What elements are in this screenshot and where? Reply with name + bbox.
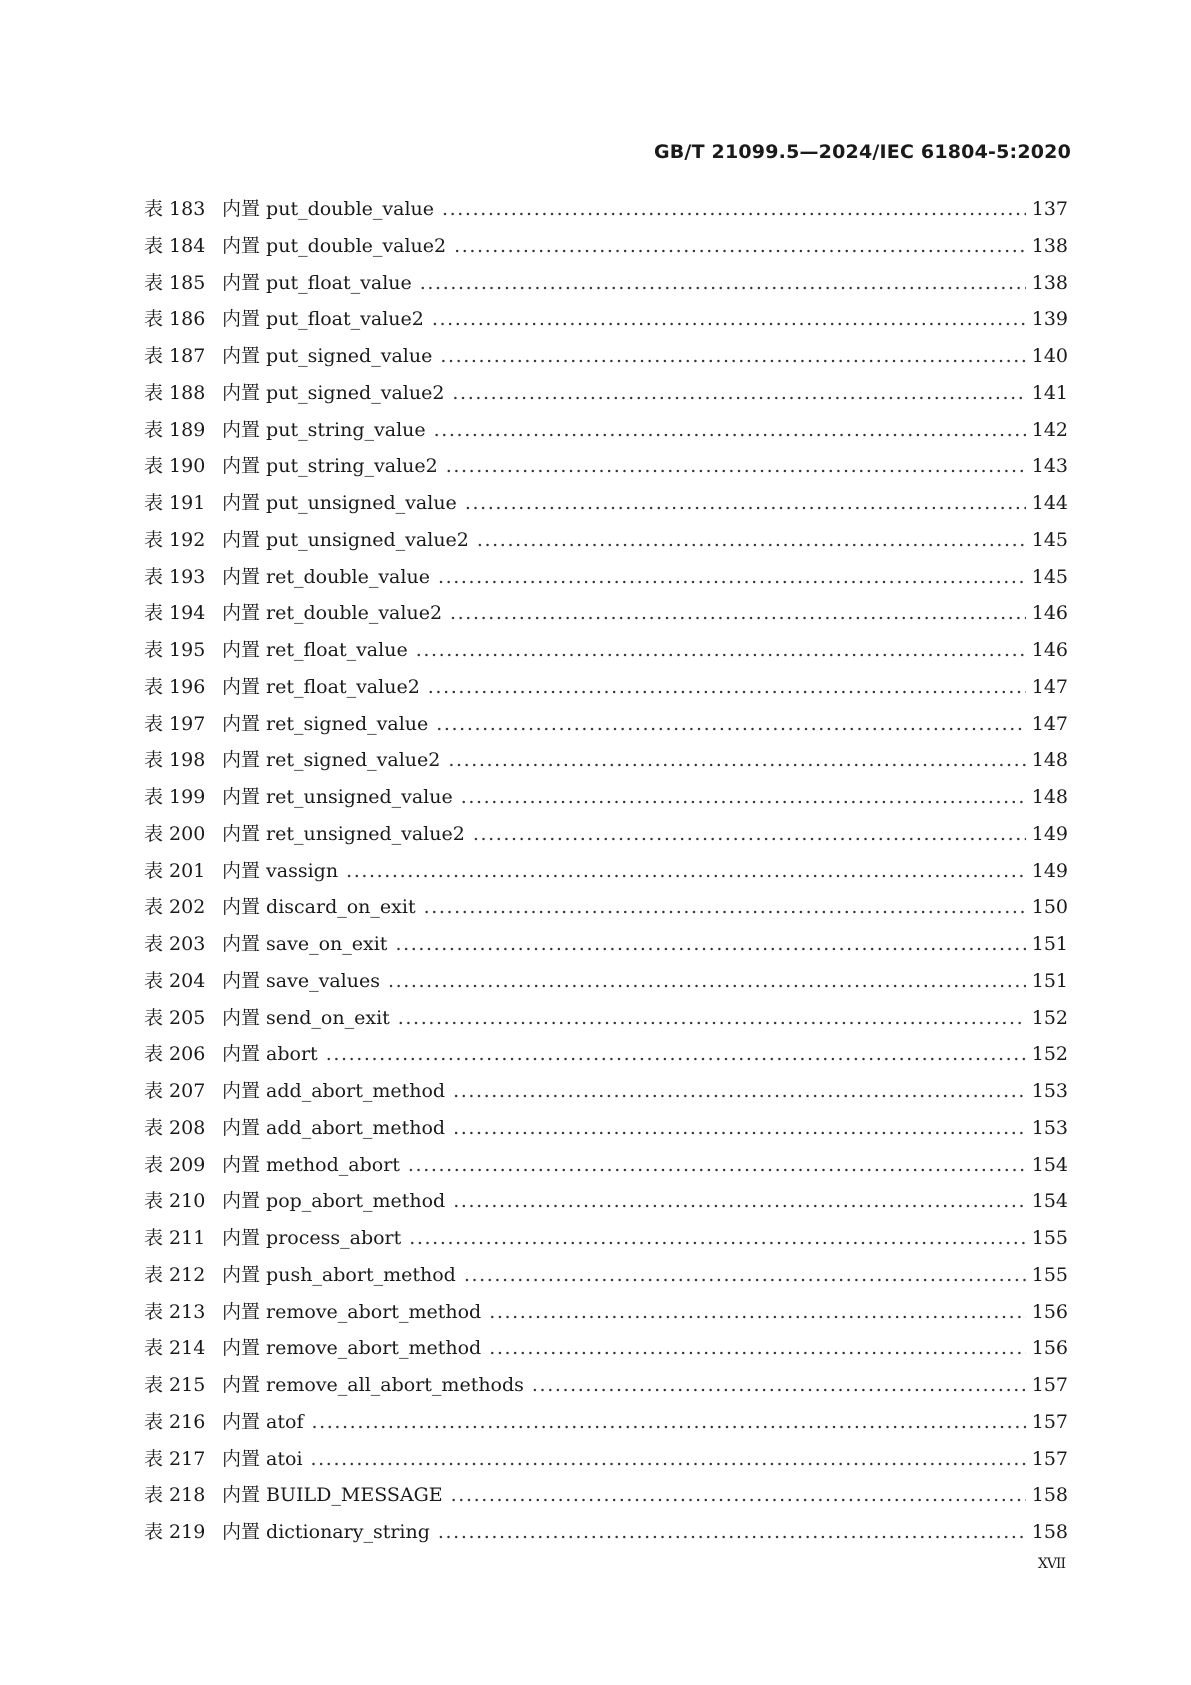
toc-entry-title: 内置 method_abort (222, 1153, 400, 1176)
toc-entry-table-number: 表 200 (144, 822, 206, 845)
toc-entry[interactable] (144, 1039, 1068, 1076)
dot-leader (438, 566, 1026, 588)
toc-entry-table-number: 表 198 (144, 749, 206, 772)
toc-entry-page-number: 157 (1031, 1374, 1068, 1396)
toc-entry[interactable] (144, 1076, 1068, 1113)
dot-leader (438, 1521, 1026, 1543)
toc-entry-table-number: 表 197 (144, 712, 206, 735)
toc-entry-page-number: 151 (1031, 969, 1068, 992)
toc-entry-page-number: 141 (1031, 381, 1068, 404)
toc-entry-page-number: 148 (1031, 749, 1068, 772)
toc-entry-title: 内置 add_abort_method (222, 1080, 446, 1102)
toc-entry-title: 内置 ret_unsigned_value2 (222, 822, 465, 845)
toc-entry-title: 内置 save_on_exit (222, 933, 388, 955)
dot-leader (408, 1154, 1026, 1176)
toc-entry[interactable] (144, 892, 1068, 929)
toc-entry-page-number: 144 (1031, 492, 1068, 514)
toc-entry[interactable] (144, 378, 1068, 415)
toc-entry[interactable] (144, 856, 1068, 893)
dot-leader (454, 235, 1026, 257)
toc-entry-title: 内置 vassign (222, 859, 339, 882)
toc-entry[interactable] (144, 709, 1068, 746)
toc-entry[interactable] (144, 1333, 1068, 1370)
dot-leader (489, 1337, 1026, 1359)
toc-entry-title: 内置 remove_abort_method (222, 1337, 482, 1360)
toc-entry[interactable] (144, 1113, 1068, 1150)
toc-entry-title: 内置 ret_double_value (222, 565, 430, 588)
toc-entry-table-number: 表 214 (144, 1337, 206, 1360)
toc-entry-page-number: 156 (1031, 1337, 1068, 1360)
toc-entry[interactable] (144, 1517, 1068, 1554)
toc-entry[interactable] (144, 1223, 1068, 1260)
toc-entry[interactable] (144, 1480, 1068, 1517)
dot-leader (436, 713, 1025, 735)
toc-entry-title: 内置 BUILD_MESSAGE (222, 1484, 443, 1507)
toc-entry[interactable] (144, 488, 1068, 525)
toc-entry-title: 内置 put_signed_value (222, 345, 433, 367)
toc-entry[interactable] (144, 782, 1068, 819)
dot-leader (450, 602, 1026, 624)
toc-entry-table-number: 表 195 (144, 639, 206, 661)
toc-entry-title: 内置 pop_abort_method (222, 1190, 446, 1213)
toc-entry-title: 内置 put_double_value2 (222, 234, 447, 257)
toc-entry-title: 内置 atof (222, 1410, 304, 1433)
dot-leader (432, 308, 1026, 330)
toc-entry-title: 内置 ret_float_value (222, 639, 408, 661)
toc-entry-table-number: 表 210 (144, 1190, 206, 1213)
toc-entry-table-number: 表 202 (144, 896, 206, 919)
toc-entry-table-number: 表 189 (144, 418, 206, 441)
toc-entry-table-number: 表 185 (144, 271, 206, 294)
dot-leader (416, 639, 1026, 661)
toc-entry-page-number: 151 (1031, 933, 1068, 955)
toc-entry-page-number: 140 (1031, 345, 1068, 367)
dot-leader (532, 1374, 1026, 1396)
dot-leader (420, 272, 1026, 294)
toc-entry-table-number: 表 206 (144, 1043, 206, 1066)
toc-entry[interactable] (144, 672, 1068, 709)
toc-entry-table-number: 表 218 (144, 1484, 206, 1507)
toc-entry[interactable] (144, 562, 1068, 599)
toc-entry-table-number: 表 191 (144, 492, 206, 514)
toc-entry[interactable] (144, 304, 1068, 341)
toc-entry-page-number: 142 (1031, 418, 1068, 441)
dot-leader (428, 676, 1026, 698)
toc-entry-title: 内置 put_float_value (222, 271, 412, 294)
dot-leader (388, 970, 1026, 992)
toc-entry-page-number: 146 (1031, 602, 1068, 625)
toc-entry-title: 内置 ret_unsigned_value (222, 786, 453, 808)
toc-entry-title: 内置 ret_float_value2 (222, 675, 420, 698)
toc-entry[interactable] (144, 745, 1068, 782)
dot-leader (452, 382, 1025, 404)
dot-leader (489, 1301, 1026, 1323)
toc-entry-title: 内置 put_string_value (222, 418, 426, 441)
dot-leader (311, 1411, 1025, 1433)
toc-entry-page-number: 146 (1031, 639, 1068, 661)
document-standard-header: GB/T 21099.5—2024/IEC 61804-5:2020 (653, 141, 1071, 163)
toc-entry-table-number: 表 213 (144, 1300, 206, 1323)
toc-entry[interactable] (144, 819, 1068, 856)
toc-entry-title: 内置 put_double_value (222, 198, 435, 220)
toc-entry-table-number: 表 216 (144, 1410, 206, 1433)
toc-entry-page-number: 149 (1031, 822, 1068, 845)
toc-entry[interactable] (144, 451, 1068, 488)
toc-entry-page-number: 156 (1031, 1300, 1068, 1323)
toc-entry-table-number: 表 211 (144, 1227, 206, 1249)
toc-entry-page-number: 147 (1031, 675, 1068, 698)
toc-entry-table-number: 表 186 (144, 308, 206, 331)
toc-entry-table-number: 表 183 (144, 198, 206, 220)
toc-entry-title: 内置 process_abort (222, 1227, 402, 1249)
toc-entry[interactable] (144, 194, 1068, 231)
toc-entry[interactable] (144, 598, 1068, 635)
toc-entry-table-number: 表 208 (144, 1116, 206, 1139)
toc-entry-table-number: 表 201 (144, 859, 206, 882)
toc-entry[interactable] (144, 1003, 1068, 1040)
toc-entry[interactable] (144, 341, 1068, 378)
toc-entry[interactable] (144, 1407, 1068, 1444)
toc-entry-table-number: 表 203 (144, 933, 206, 955)
toc-entry[interactable] (144, 1186, 1068, 1223)
toc-entry-title: 内置 push_abort_method (222, 1263, 456, 1286)
toc-entry-table-number: 表 217 (144, 1447, 206, 1470)
dot-leader (326, 1043, 1026, 1065)
toc-entry[interactable] (144, 1370, 1068, 1407)
toc-entry-page-number: 145 (1031, 565, 1068, 588)
dot-leader (453, 1080, 1026, 1102)
dot-leader (451, 1484, 1026, 1506)
toc-entry-table-number: 表 219 (144, 1521, 206, 1543)
toc-entry[interactable] (144, 231, 1068, 268)
toc-entry-title: 内置 ret_signed_value2 (222, 749, 441, 772)
dot-leader (440, 345, 1025, 367)
page-number-footer: XVII (1037, 1556, 1065, 1572)
toc-entry-table-number: 表 209 (144, 1153, 206, 1176)
toc-entry-table-number: 表 187 (144, 345, 206, 367)
toc-entry-page-number: 155 (1031, 1227, 1068, 1249)
toc-entry[interactable] (144, 268, 1068, 305)
toc-entry-page-number: 145 (1031, 528, 1068, 551)
toc-entry-table-number: 表 184 (144, 234, 206, 257)
toc-entry-page-number: 154 (1031, 1153, 1068, 1176)
toc-entry[interactable] (144, 1297, 1068, 1334)
dot-leader (448, 749, 1025, 771)
toc-entry-page-number: 153 (1031, 1080, 1068, 1102)
toc-entry-title: 内置 dictionary_string (222, 1521, 430, 1543)
toc-entry-table-number: 表 204 (144, 969, 206, 992)
toc-entry-title: 内置 put_string_value2 (222, 455, 438, 478)
toc-entry-title: 内置 ret_signed_value (222, 712, 429, 735)
toc-entry[interactable] (144, 1150, 1068, 1187)
toc-entry-page-number: 138 (1031, 271, 1068, 294)
dot-leader (442, 198, 1026, 220)
toc-entry-table-number: 表 193 (144, 565, 206, 588)
toc-entry-title: 内置 abort (222, 1043, 318, 1066)
toc-entry-table-number: 表 188 (144, 381, 206, 404)
toc-entry-title: 内置 save_values (222, 969, 380, 992)
toc-entry-table-number: 表 212 (144, 1263, 206, 1286)
dot-leader (453, 1190, 1026, 1212)
toc-entry-table-number: 表 194 (144, 602, 206, 625)
toc-entry-table-number: 表 205 (144, 1006, 206, 1029)
toc-entry-page-number: 149 (1031, 859, 1068, 882)
toc-entry-page-number: 155 (1031, 1263, 1068, 1286)
toc-entry[interactable] (144, 929, 1068, 966)
toc-entry-page-number: 152 (1031, 1043, 1068, 1066)
dot-leader (434, 419, 1026, 441)
toc-entry-title: 内置 remove_abort_method (222, 1300, 482, 1323)
toc-entry-title: 内置 ret_double_value2 (222, 602, 443, 625)
toc-entry-page-number: 157 (1031, 1447, 1068, 1470)
toc-entry[interactable] (144, 966, 1068, 1003)
toc-entry-page-number: 137 (1031, 198, 1068, 220)
toc-entry-table-number: 表 190 (144, 455, 206, 478)
dot-leader (346, 860, 1026, 882)
dot-leader (395, 933, 1025, 955)
dot-leader (398, 1007, 1026, 1029)
dot-leader (446, 455, 1026, 477)
toc-entry-page-number: 139 (1031, 308, 1068, 331)
table-of-contents-list (144, 194, 1068, 1554)
dot-leader (477, 529, 1026, 551)
toc-entry-page-number: 143 (1031, 455, 1068, 478)
toc-entry-table-number: 表 199 (144, 786, 206, 808)
toc-entry[interactable] (144, 1444, 1068, 1481)
toc-entry-page-number: 150 (1031, 896, 1068, 919)
toc-entry-page-number: 154 (1031, 1190, 1068, 1213)
toc-entry-table-number: 表 215 (144, 1374, 206, 1396)
toc-entry[interactable] (144, 525, 1068, 562)
dot-leader (465, 492, 1026, 514)
toc-entry[interactable] (144, 635, 1068, 672)
toc-entry-title: 内置 atoi (222, 1447, 303, 1470)
dot-leader (424, 896, 1026, 918)
toc-entry-page-number: 158 (1031, 1521, 1068, 1543)
dot-leader (409, 1227, 1025, 1249)
toc-entry-page-number: 138 (1031, 234, 1068, 257)
toc-entry-title: 内置 put_unsigned_value2 (222, 528, 469, 551)
toc-entry-title: 内置 remove_all_abort_methods (222, 1374, 524, 1396)
toc-entry-title: 内置 put_float_value2 (222, 308, 424, 331)
toc-entry-title: 内置 put_signed_value2 (222, 381, 445, 404)
toc-entry-table-number: 表 207 (144, 1080, 206, 1102)
toc-entry[interactable] (144, 1260, 1068, 1297)
toc-entry-page-number: 148 (1031, 786, 1068, 808)
toc-entry[interactable] (144, 415, 1068, 452)
toc-entry-page-number: 147 (1031, 712, 1068, 735)
toc-entry-page-number: 157 (1031, 1410, 1068, 1433)
dot-leader (453, 1117, 1026, 1139)
dot-leader (461, 786, 1026, 808)
toc-entry-title: 内置 send_on_exit (222, 1006, 390, 1029)
dot-leader (464, 1264, 1026, 1286)
dot-leader (473, 823, 1026, 845)
toc-entry-title: 内置 discard_on_exit (222, 896, 416, 919)
toc-entry-table-number: 表 192 (144, 528, 206, 551)
toc-entry-title: 内置 put_unsigned_value (222, 492, 457, 514)
toc-entry-table-number: 表 196 (144, 675, 206, 698)
toc-entry-title: 内置 add_abort_method (222, 1116, 446, 1139)
toc-entry-page-number: 152 (1031, 1006, 1068, 1029)
dot-leader (311, 1448, 1026, 1470)
toc-entry-page-number: 153 (1031, 1116, 1068, 1139)
toc-entry-page-number: 158 (1031, 1484, 1068, 1507)
